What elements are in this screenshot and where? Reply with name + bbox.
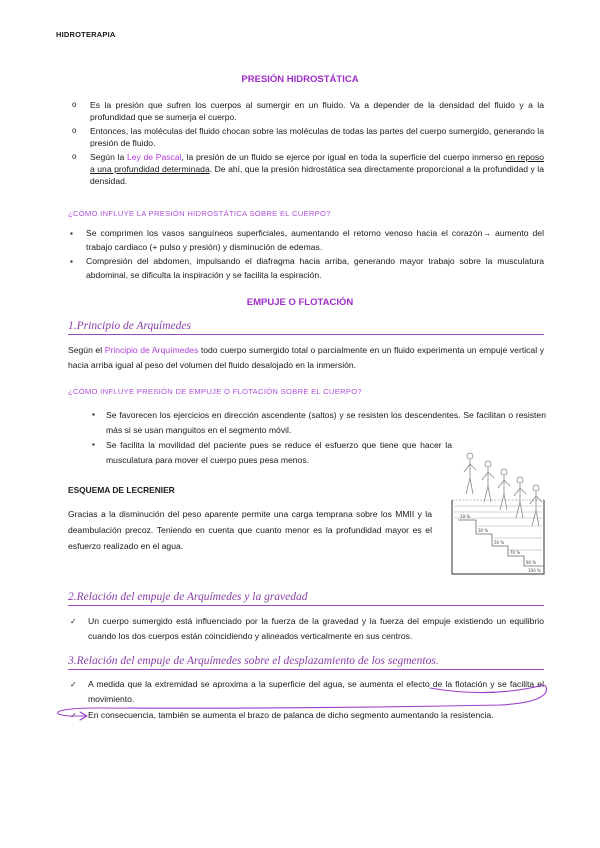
- list-item: [72, 151, 544, 188]
- list-item-text: Es la presión que sufren los cuerpos al sumergir en un fluido. Va a depender de la densidad del fluido y a la profundidad que se sumerja el cuerpo.: [90, 100, 544, 123]
- figure-label: 90 %: [526, 560, 537, 565]
- list-item: [70, 614, 544, 645]
- presion-list: [72, 99, 544, 189]
- sec3-list: [70, 677, 544, 725]
- ley-de-pascal-highlight: Ley de Pascal: [126, 151, 182, 162]
- principio-arquimedes-paragraph: [68, 343, 544, 374]
- list-item-text: Se facilita la movilidad del paciente pues se reduce el esfuerzo que tiene que hacer la musculatura para mover el cuerpo pues pesa menos.: [106, 440, 452, 465]
- square-bullet-icon: ▪: [70, 229, 73, 238]
- section-heading-empuje-gravedad: 2.Relación del empuje de Arquímedes y la gravedad: [68, 591, 544, 606]
- circle-bullet-icon: o: [72, 151, 77, 161]
- text-fragment: . De ahí, que la presión hidrostática sea directamente proporcional a la profundidad y la densidad.: [90, 164, 544, 187]
- person-figure-icon: [498, 469, 510, 510]
- list-item-text: Se favorecen los ejercicios en dirección ascendente (saltos) y se resisten los descendentes. Se facilitan o resisten más si se usan manguitos en el segmento móvil.: [106, 410, 546, 435]
- list-item: [70, 708, 544, 723]
- list-item: [92, 408, 546, 437]
- question-presion-hidrostatica: ¿CÓMO INFLUYE LA PRESIÓN HIDROSTÁTICA SOBRE EL CUERPO?: [68, 209, 331, 218]
- check-icon: ✓: [70, 711, 77, 721]
- list-item: [72, 125, 544, 150]
- figure-label: 30 %: [478, 528, 489, 533]
- q1-list: [70, 227, 544, 283]
- question-empuje-flotacion: ¿CÓMO INFLUYE PRESIÓN DE EMPUJE O FLOTACIÓN SOBRE EL CUERPO?: [68, 387, 362, 396]
- circle-bullet-icon: o: [72, 100, 77, 109]
- figure-label: 50 %: [494, 540, 505, 545]
- figure-label: 100 %: [528, 568, 541, 573]
- list-item-text: Un cuerpo sumergido está influenciado por la fuerza de la gravedad y la fuerza del empuje existiendo un equilibrio cuando los dos cuerpos están coincidiendo y alineados verticalmente en sus centros.: [88, 616, 544, 642]
- list-item-text: Entonces, las moléculas del fluido chocan sobre las moléculas de todas las partes del cuerpo sumergido, generando la presión de fluido.: [90, 125, 544, 149]
- title-presion-hidrostatica: PRESIÓN HIDROSTÁTICA: [241, 74, 359, 85]
- list-item: [70, 677, 544, 707]
- section-heading-principio-arquimedes: 1.Principio de Arquímedes: [68, 320, 544, 335]
- list-item-text: Se comprimen los vasos sanguíneos superficiales, aumentando el retorno venoso hacia el corazón→ aumento del trabajo cardiaco (+ pulso y presión) y disminución de edemas.: [86, 228, 544, 252]
- person-figure-icon: [464, 453, 476, 494]
- square-bullet-icon: ▪: [70, 257, 73, 267]
- square-bullet-icon: ▪: [92, 440, 95, 450]
- check-icon: ✓: [70, 680, 77, 689]
- list-item-text: A medida que la extremidad se aproxima a la superficie del agua, se aumenta el efecto de la flotación y se facilita el movimiento.: [88, 679, 544, 705]
- list-item: [72, 99, 544, 124]
- person-figure-icon: [482, 461, 494, 502]
- square-bullet-icon: ▪: [92, 410, 95, 419]
- text-fragment: , la presión de un fluido se ejerce por igual en toda la superficie del cuerpo inmerso: [181, 151, 506, 162]
- esquema-lecrenier-paragraph: Gracias a la disminución del peso aparente permite una carga temprana sobre los MMII y la deambulación precoz. Teniendo en cuenta que cuanto menor es la profundidad mayor es el esfuerzo realizado en el agua.: [68, 509, 432, 551]
- figure-label: 10 %: [460, 514, 471, 519]
- sec2-list: [70, 614, 544, 646]
- list-item-text: En consecuencia, también se aumenta el brazo de palanca de dicho segmento aumentando la resistencia.: [88, 710, 494, 721]
- list-item: [70, 227, 544, 254]
- underlined-text: en reposo a una profundidad determinada: [90, 151, 544, 175]
- list-item: [92, 438, 452, 467]
- lecrenier-scheme-figure: [440, 434, 550, 578]
- document-header: HIDROTERAPIA: [56, 30, 116, 39]
- text-fragment: Según el: [68, 345, 105, 355]
- figure-label: 70 %: [510, 550, 521, 555]
- list-item-text: Compresión del abdomen, impulsando el diafragma hacia arriba, generando mayor trabajo sobre la musculatura abdominal, se dificulta la inspiración y se facilita la espiración.: [86, 256, 544, 280]
- circle-bullet-icon: o: [72, 125, 77, 135]
- text-fragment: todo cuerpo sumergido total o parcialmente en un fluido experimenta un empuje vertical y hacia arriba igual al peso del volumen del fluido desalojado en la inmersión.: [68, 345, 544, 371]
- title-empuje-flotacion: EMPUJE O FLOTACIÓN: [246, 297, 354, 308]
- principio-arquimedes-highlight: Principio de Arquímedes: [104, 345, 199, 355]
- list-item: [70, 255, 544, 282]
- person-figure-icon: [530, 485, 542, 526]
- esquema-lecrenier-title: ESQUEMA DE LECRENIER: [68, 485, 175, 495]
- section-heading-desplazamiento-segmentos: 3.Relación del empuje de Arquímedes sobre el desplazamiento de los segmentos.: [68, 655, 544, 670]
- text-fragment: Según la: [90, 151, 127, 162]
- check-icon: ✓: [70, 617, 77, 626]
